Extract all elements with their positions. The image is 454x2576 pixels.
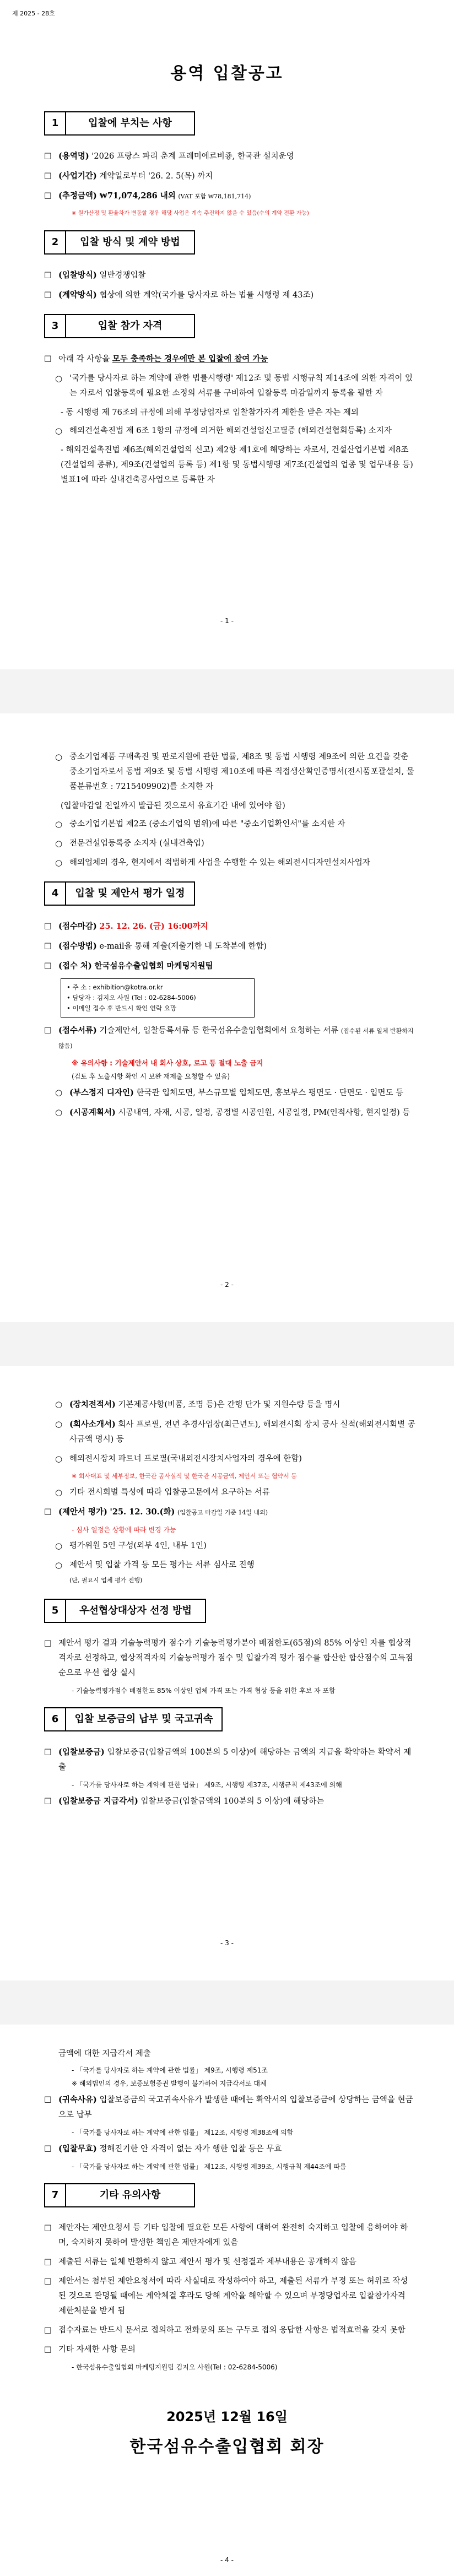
item-forfeit bbox=[44, 2092, 415, 2123]
page-number: - 3 - bbox=[220, 1939, 234, 1947]
intro-emphasis: 모두 충족하는 경우에만 본 입찰에 참여 가능 bbox=[112, 354, 268, 364]
item-value: '2026 프랑스 파리 춘계 프레미에르비죵, 한국관 설치운영 bbox=[91, 152, 294, 161]
qualification-text: 해외업체의 경우, 현지에서 적법하게 사업을 수행할 수 있는 해외전시디자인설치사업자 bbox=[69, 858, 370, 867]
item-other-docs bbox=[55, 1485, 415, 1500]
item-value: 기본제공사항(비품, 조명 등)은 간행 단가 및 지원수량 등을 명시 bbox=[118, 1400, 340, 1409]
item-label: (계약방식) bbox=[58, 290, 97, 300]
section-title: 입찰 방식 및 계약 방법 bbox=[80, 236, 180, 248]
contact-person: • 담당자 : 김지오 사원 (Tel : 02-6284-5006) bbox=[67, 994, 196, 1002]
page-gap bbox=[0, 1980, 454, 2025]
page-number: - 1 - bbox=[220, 617, 234, 625]
checkbox-icon: □ bbox=[44, 290, 52, 299]
qualification-intro bbox=[44, 351, 415, 367]
item-label: (용역명) bbox=[58, 151, 89, 161]
item-label: (입찰보증금 지급각서) bbox=[58, 1796, 138, 1806]
page-3 bbox=[0, 1366, 454, 1980]
checkbox-icon: □ bbox=[44, 1639, 52, 1648]
circle-bullet-icon: ○ bbox=[55, 819, 63, 829]
qualification-text: 해외건설촉진법 제 6조 1항의 규정에 의거한 해외건설업신고필증 (해외건설협회등록) 소지자 bbox=[69, 426, 392, 435]
notice-text: 기타 자세한 사항 문의 bbox=[58, 2345, 136, 2354]
checkbox-icon: □ bbox=[44, 151, 52, 160]
notice-b bbox=[44, 2255, 415, 2270]
item-label: (접수마감) bbox=[58, 922, 97, 931]
circle-bullet-icon: ○ bbox=[55, 1454, 63, 1464]
section-number: 3 bbox=[45, 315, 66, 337]
section-number: 4 bbox=[45, 883, 66, 905]
item-contract-method bbox=[44, 288, 415, 303]
qualification-text: '국가를 당사자로 하는 계약에 관한 법률시행령' 제12조 및 동법 시행규칙 제14조에 의한 자격이 있는 자로서 입찰등록에 필요한 소정의 서류를 구비하여 입찰등록 마감일까지 등록을 필한 자 bbox=[69, 374, 413, 398]
item-invalid bbox=[44, 2141, 415, 2157]
section-number: 5 bbox=[45, 1600, 66, 1622]
page-1 bbox=[0, 0, 454, 669]
section-title: 입찰 및 제안서 평가 일정 bbox=[75, 887, 185, 899]
notice-text: 제안서는 첨부된 제안요청서에 따라 사실대로 작성하여야 하고, 제출된 서류가 부정 또는 허위로 작성된 것으로 판명될 때에는 계약체결 후라도 당해 계약을 해약할 수 있으며 부정당업자로 입찰참가자격 제한처분을 받게 됨 bbox=[58, 2277, 408, 2315]
qualification-text: 전문건설업등록증 소지자 (실내건축업) bbox=[69, 839, 204, 848]
item-deposit bbox=[44, 1745, 415, 1775]
item-label: (제안서 평가) bbox=[58, 1507, 107, 1517]
checkbox-icon: □ bbox=[44, 1507, 52, 1516]
qualification-3 bbox=[55, 750, 415, 794]
checkbox-icon: □ bbox=[44, 1747, 52, 1756]
item-value: 정해진기한 안 자격이 없는 자가 행한 입찰 등은 무효 bbox=[99, 2145, 282, 2153]
contact-note: - 한국섬유수출입협회 마케팅지원팀 김지오 사원(Tel : 02-6284-5006) bbox=[72, 2363, 278, 2371]
checkbox-icon: □ bbox=[44, 1796, 52, 1805]
item-label: (접수서류) bbox=[58, 1026, 97, 1035]
item-documents bbox=[44, 1023, 415, 1053]
qualification-text: 중소기업기본법 제2조 (중소기업의 범위)에 따른 "중소기업확인서"를 소지한 자 bbox=[69, 820, 345, 829]
page-title: 용역 입찰공고 bbox=[170, 64, 284, 83]
checkbox-icon: □ bbox=[44, 1026, 52, 1035]
item-label: (부스정지 디자인) bbox=[69, 1088, 134, 1097]
circle-bullet-icon: ○ bbox=[55, 1419, 63, 1429]
item-label: (입찰무효) bbox=[58, 2144, 97, 2153]
item-label: (시공계획서) bbox=[69, 1108, 116, 1117]
item-booth-design bbox=[55, 1085, 415, 1101]
contact-box bbox=[61, 978, 255, 1018]
item-value: 25. 12. 26. (금) 16:00까지 bbox=[99, 922, 208, 931]
item-value: 시공내역, 자재, 시공, 일정, 공정별 시공인원, 시공일정, PM(인적사항, 현지일정) 등 bbox=[118, 1108, 410, 1117]
section-header-3 bbox=[44, 314, 195, 338]
circle-bullet-icon: ○ bbox=[55, 1399, 63, 1409]
item-deadline bbox=[44, 919, 415, 934]
notice-c bbox=[44, 2274, 415, 2319]
section-number: 6 bbox=[45, 1708, 66, 1730]
item-partner bbox=[55, 1452, 415, 1466]
section-header-2 bbox=[44, 230, 195, 255]
qualification-1-sub: - 동 시행령 제 76조의 규정에 의해 부정당업자로 입찰참가자격 제한을 받은 자는 제외 bbox=[61, 408, 359, 417]
section-title: 입찰 보증금의 납부 및 국고귀속 bbox=[74, 1713, 213, 1725]
item-vat: (VAT 포함 ₩78,181,714) bbox=[178, 193, 251, 200]
checkbox-icon: □ bbox=[44, 2144, 52, 2153]
circle-bullet-icon: ○ bbox=[55, 1541, 63, 1551]
qualification-4 bbox=[55, 817, 415, 832]
item-small: (접수된 서류 일체 반환하지 않음) bbox=[58, 1027, 414, 1049]
checkbox-icon: □ bbox=[44, 2223, 52, 2232]
documents-warning: ※ 유의사항 : 기술제안서 내 회사 상호, 로고 등 절대 노출 금지 bbox=[72, 1059, 263, 1067]
circle-bullet-icon: ○ bbox=[55, 1107, 63, 1117]
item-label: (접수방법) bbox=[58, 941, 97, 951]
circle-bullet-icon: ○ bbox=[55, 858, 63, 868]
item-evaluation-method bbox=[55, 1558, 415, 1588]
item-value: 제안서 평가 결과 기술능력평가 점수가 기술능력평가분야 배점한도(65점)의 85% 이상인 자를 협상적격자로 선정하고, 협상적격자의 기술능력평가 점수 및 입찰가격 평가 점수를 합산한 합산점수의 고득점 순으로 우선 협상 실시 bbox=[58, 1639, 413, 1677]
circle-bullet-icon: ○ bbox=[55, 426, 63, 436]
deposit-note: - 「국가를 당사자로 하는 계약에 관한 법률」 제9조, 시행령 제37조, 시행규칙 제43조에 의해 bbox=[72, 1781, 342, 1789]
notice-text: 제출된 서류는 일체 반환하지 않고 제안서 평가 및 선정결과 제부내용은 공개하지 않음 bbox=[58, 2258, 356, 2266]
section-header-7 bbox=[44, 2183, 195, 2207]
checkbox-icon: □ bbox=[44, 2345, 52, 2354]
deposit-pledge-cont: 금액에 대한 지급각서 제출 bbox=[58, 2049, 151, 2058]
item-value: 입찰보증금(입찰금액의 100분의 5 이상)에 해당하는 bbox=[140, 1797, 325, 1806]
checkbox-icon: □ bbox=[44, 171, 52, 180]
item-label: (사업기간) bbox=[58, 171, 97, 181]
deposit-pledge-note: - 「국가를 당사자로 하는 계약에 관한 법률」 제9조, 시행령 제51조 bbox=[72, 2066, 268, 2074]
section-number: 7 bbox=[45, 2184, 66, 2206]
circle-bullet-icon: ○ bbox=[55, 1487, 63, 1497]
notice-text: 제안자는 제안요청서 등 기타 입찰에 필요한 모든 사항에 대하여 완전히 숙지하고 입찰에 응하여야 하며, 숙지하지 못하여 발생한 책임은 제안자에게 있음 bbox=[58, 2223, 408, 2247]
section-title: 입찰에 부치는 사항 bbox=[88, 117, 172, 129]
item-value: 기타 전시회별 특성에 따라 입찰공고문에서 요구하는 서류 bbox=[69, 1488, 270, 1497]
item-construction-plan bbox=[55, 1105, 415, 1121]
item-label: (추정금액) bbox=[58, 191, 97, 201]
item-small: (단, 필요시 업체 평가 진행) bbox=[69, 1577, 143, 1584]
partner-note: ※ 회사대표 및 세부정보, 한국관 공사실적 및 한국관 시공금액, 제안서 또는 협약서 등 bbox=[72, 1473, 297, 1480]
intro-text: 아래 각 사항을 bbox=[58, 355, 112, 364]
checkbox-icon: □ bbox=[44, 354, 52, 363]
qualification-2-sub: - 해외건설촉진법 제6조(해외건설업의 신고) 제2항 제1호에 해당하는 자로서, 건설산업기본법 제8조(건설업의 종류), 제9조(건설업의 등록 등) 제1항 및 동법시행령 제7조(건설업의 업종 및 업무내용 등) 별표1에 따라 실내건축공사업으로 등록한 자 bbox=[61, 446, 413, 484]
item-value: '25. 12. 30.(화) bbox=[110, 1507, 175, 1517]
selection-note: - 기술능력평가점수 배점한도 85% 이상인 업체 가격 또는 가격 협상 등을 위한 후보 자 포함 bbox=[72, 1687, 336, 1695]
item-label: (귀속사유) bbox=[58, 2095, 97, 2104]
checkbox-icon: □ bbox=[44, 270, 52, 279]
contact-note: • 이메일 접수 후 반드시 확인 연락 요망 bbox=[67, 1004, 177, 1012]
contact-email: • 주 소 : exhibition@kotra.or.kr bbox=[67, 983, 163, 991]
item-small: (입찰공고 마감일 기준 14일 내외) bbox=[177, 1509, 268, 1516]
item-deposit-pledge bbox=[44, 1794, 415, 1809]
section-title: 우선협상대상자 선정 방법 bbox=[79, 1605, 192, 1616]
page-number: - 4 - bbox=[220, 2556, 234, 2564]
item-bid-method bbox=[44, 268, 415, 283]
item-inquiry bbox=[44, 959, 415, 974]
item-submit-method bbox=[44, 939, 415, 954]
item-value: 입찰보증금(입찰금액의 100분의 5 이상)에 해당하는 금액의 지급을 확약하는 확약서 제출 bbox=[58, 1748, 412, 1772]
qualification-3-sub: (입찰마감일 전일까지 발급된 것으로서 유효기간 내에 있어야 함) bbox=[61, 802, 285, 810]
deposit-pledge-note-2: ※ 해외법인의 경우, 보증보험증권 발행이 불가하여 지급각서로 대체 bbox=[72, 2080, 267, 2087]
page-4 bbox=[0, 2025, 454, 2576]
item-price bbox=[44, 188, 415, 204]
qualification-5 bbox=[55, 836, 415, 851]
item-value: 제안서 및 입찰 가격 등 모든 평가는 서류 심사로 진행 bbox=[69, 1561, 255, 1570]
item-value: 한국관 입체도면, 부스규모별 입체도면, 홍보부스 평면도 · 단면도 · 입면도 등 bbox=[136, 1089, 404, 1097]
item-value: 협상에 의한 계약(국가를 당사자로 하는 법률 시행령 제 43조) bbox=[99, 291, 314, 300]
item-value: 일반경쟁입찰 bbox=[99, 271, 146, 280]
notice-d bbox=[44, 2323, 415, 2338]
section-header-5 bbox=[44, 1599, 206, 1623]
item-value: ₩71,074,286 내외 bbox=[99, 191, 176, 201]
item-equipment bbox=[55, 1397, 415, 1413]
item-value: 해외전시장치 파트너 프로필(국내외전시장치사업자의 경우에 한함) bbox=[69, 1454, 302, 1463]
item-label: (입찰방식) bbox=[58, 270, 97, 280]
page-gap bbox=[0, 669, 454, 713]
qualification-6 bbox=[55, 856, 415, 870]
forfeit-note: - 「국가를 당사자로 하는 계약에 관한 법률」 제12조, 시행령 제38조에 의함 bbox=[72, 2129, 294, 2136]
item-evaluation bbox=[44, 1505, 415, 1520]
checkbox-icon: □ bbox=[44, 961, 52, 970]
item-period bbox=[44, 169, 415, 184]
item-value: e-mail을 통해 제출(제출기한 내 도착분에 한함) bbox=[99, 942, 267, 951]
qualification-2 bbox=[55, 424, 415, 439]
notice-e bbox=[44, 2342, 415, 2357]
item-company-intro bbox=[55, 1417, 415, 1447]
section-number: 2 bbox=[45, 231, 66, 253]
notice-a bbox=[44, 2221, 415, 2250]
checkbox-icon: □ bbox=[44, 2277, 52, 2286]
item-value: 계약일로부터 '26. 2. 5(목) 까지 bbox=[99, 172, 213, 181]
section-title: 입찰 참가 자격 bbox=[98, 320, 163, 332]
item-value: 회사 프로필, 전년 추경사업장(최근년도), 해외전시회 장치 공사 실적(해외전시회별 공사금액 명시) 등 bbox=[69, 1420, 415, 1444]
documents-warning-detail: (검토 후 노출시항 확인 시 보완 재제출 요청할 수 있음) bbox=[72, 1073, 230, 1080]
circle-bullet-icon: ○ bbox=[55, 374, 63, 383]
item-value: 평가위원 5인 구성(외부 4인, 내부 1인) bbox=[69, 1541, 207, 1550]
invalid-note: - 「국가를 당사자로 하는 계약에 관한 법률」 제12조, 시행령 제39조, 시행규칙 제44조에 따름 bbox=[72, 2163, 347, 2171]
checkbox-icon: □ bbox=[44, 2095, 52, 2104]
circle-bullet-icon: ○ bbox=[55, 1087, 63, 1097]
notice-text: 접수자료는 반드시 문서로 접의하고 전화문의 또는 구두로 접의 응답한 사항은 법적효력을 갖지 못함 bbox=[58, 2326, 406, 2335]
item-value: 기술제안서, 입찰등록서류 등 한국섬유수출입협회에서 요청하는 서류 bbox=[99, 1026, 339, 1035]
page-number: - 2 - bbox=[220, 1281, 234, 1289]
item-label: (장치전적서) bbox=[69, 1400, 116, 1409]
item-label: (회사소개서) bbox=[69, 1420, 116, 1429]
item-evaluators bbox=[55, 1539, 415, 1554]
section-title: 기타 유의사항 bbox=[99, 2189, 161, 2201]
evaluation-note: - 심사 일정은 상황에 따라 변경 가능 bbox=[72, 1526, 176, 1534]
price-note: ※ 원가산정 및 환율차가 변동할 경우 해당 사업은 계속 추진하지 않을 수 있음(수의 계약 전환 가능) bbox=[72, 210, 309, 217]
closing-organization: 한국섬유수출입협회 회장 bbox=[129, 2437, 325, 2456]
page-2 bbox=[0, 713, 454, 1322]
item-label: (입찰보증금) bbox=[58, 1747, 105, 1757]
checkbox-icon: □ bbox=[44, 2258, 52, 2266]
checkbox-icon: □ bbox=[44, 2326, 52, 2335]
checkbox-icon: □ bbox=[44, 191, 52, 200]
section-header-1 bbox=[44, 111, 195, 136]
item-service-name bbox=[44, 149, 415, 164]
circle-bullet-icon: ○ bbox=[55, 1560, 63, 1570]
document-number: 제 2025 - 28호 bbox=[12, 10, 55, 17]
section-header-4 bbox=[44, 881, 195, 906]
closing-date: 2025년 12월 16일 bbox=[166, 2409, 288, 2425]
item-value: 한국섬유수출입협회 마케팅지원팀 bbox=[94, 961, 213, 971]
section-header-6 bbox=[44, 1707, 223, 1731]
page-gap bbox=[0, 1322, 454, 1366]
section-number: 1 bbox=[45, 112, 66, 134]
item-selection bbox=[44, 1636, 415, 1681]
qualification-1 bbox=[55, 371, 415, 401]
circle-bullet-icon: ○ bbox=[55, 838, 63, 848]
qualification-text: 중소기업제품 구매촉진 및 판로지원에 관한 법률, 제8조 및 동법 시행령 제9조에 의한 요건을 갖춘 중소기업자로서 동법 제9조 및 동법 시행령 제10조에 따른 직접생산확인증명서(전시품포괄설치, 물품분류번호 : 7215409902)를 소지한 자 bbox=[69, 753, 414, 791]
circle-bullet-icon: ○ bbox=[55, 752, 63, 762]
item-value: 입찰보증금의 국고귀속사유가 발생한 때에는 확약서의 입찰보증금에 상당하는 금액을 현금으로 납부 bbox=[58, 2096, 413, 2119]
checkbox-icon: □ bbox=[44, 941, 52, 950]
item-label: (접수 처) bbox=[58, 961, 92, 971]
checkbox-icon: □ bbox=[44, 922, 52, 930]
